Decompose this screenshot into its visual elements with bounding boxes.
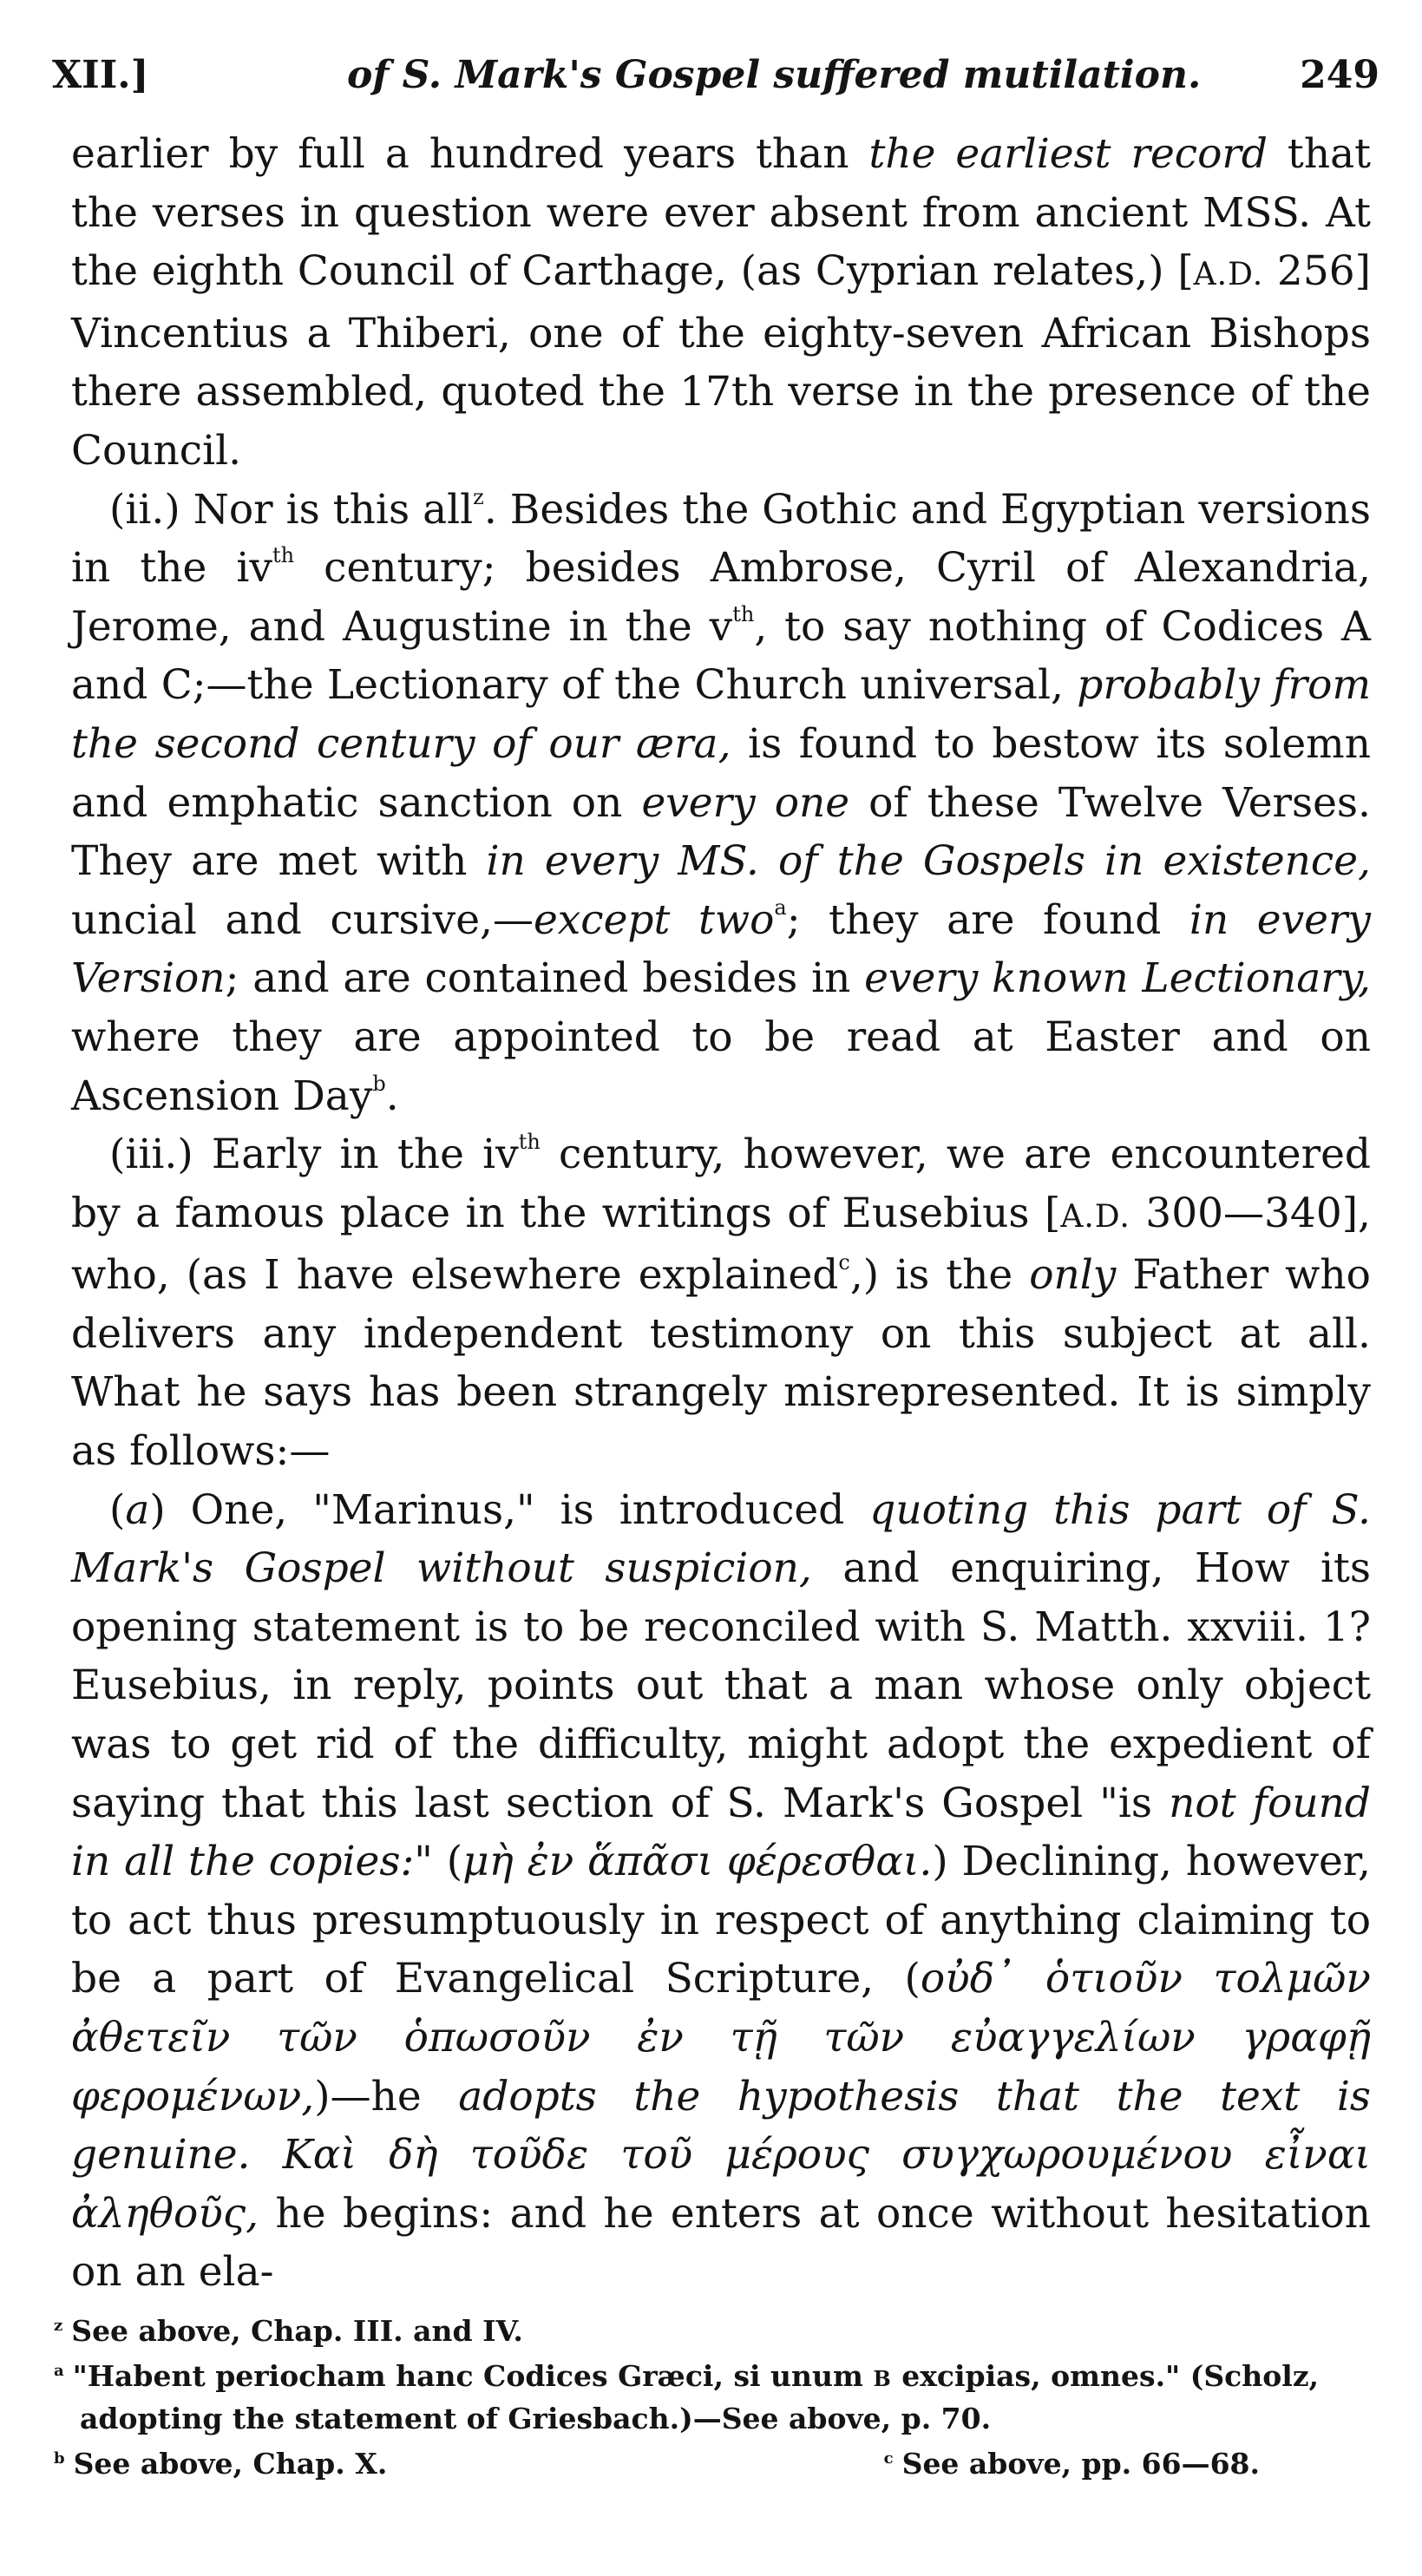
footnote-row bbox=[54, 2439, 1373, 2484]
paragraph-continuation: earlier by full a hundred years than the earliest record that the verses in question were ever absent from ancient MSS. At the eighth Council of Carthage, (as Cyprian relates,) [A.D. 256] Vincentius a Thiberi, one of the eighty-seven African Bishops there assembled, quoted the 17th verse in the presence of the Council. bbox=[71, 130, 1371, 475]
running-title: of S. Mark's Gospel suffered mutilation. bbox=[347, 53, 1202, 97]
footnote-ref-a[interactable]: a bbox=[774, 895, 787, 920]
paragraph-iii: (iii.) Early in the iv$^{th}$ century, however, we are encountered by a famous place in the writings of Eusebius [A.D. 300—340], who, (as I have elsewhere explained$^c$,) is the only Father who delivers any independent testimony on this subject at all. What he says has been strangely misrepresented. It is simply as follows:— bbox=[71, 1130, 1371, 1476]
footnote-c: $^c$ See above, pp. 66—68. bbox=[883, 2447, 1260, 2481]
footnote-ref-c[interactable]: c bbox=[838, 1250, 850, 1275]
paragraph-a: (a) One, "Marinus," is introduced quoting this part of S. Mark's Gospel without suspicion, and enquiring, How its opening statement is to be reconciled with S. Matth. xxviii. 1? Eusebius, in reply, points out that a man whose only object was to get rid of the difficulty, might adopt the expedient of saying that this last section of S. Mark's Gospel "is not found in all the copies:" (μὴ ἐν ἅπᾶσι φέρεσθαι.) Declining, however, to act thus presumptuously in respect of anything claiming to be a part of Evangelical Scripture, (οὐδ᾽ ὁτιοῦν τολμῶν ἀθετεῖν τῶν ὁπωσοῦν ἐν τῇ τῶν εὐαγγελίων γραφῇ φερομένων,)—he adopts the hypothesis that the text is genuine. Καὶ δὴ τοῦδε τοῦ μέρους συγχωρουμένου εἶναι ἀληθοῦς, he begins: and he enters at once without hesitation on an ela- bbox=[71, 1485, 1372, 2297]
body-text bbox=[71, 125, 1371, 2302]
chapter-number: XII.] bbox=[52, 53, 149, 97]
paragraph-ii: (ii.) Nor is this all$^z$. Besides the Gothic and Egyptian versions in the iv$^{th}$ century; besides Ambrose, Cyril of Alexandria, Jerome, and Augustine in the v$^{th}$, to say nothing of Codices A and C;—the Lectionary of the Church universal, probably from the second century of our æra, is found to bestow its solemn and emphatic sanction on every one of these Twelve Verses. They are met with in every MS. of the Gospels in existence, uncial and cursive,—except two$^a$; they are found in every Version; and are contained besides in every known Lectionary, where they are appointed to be read at Easter and on Ascension Day$^b$. bbox=[71, 484, 1372, 1120]
footnote-z: $^z$ See above, Chap. III. and IV. bbox=[54, 2314, 523, 2348]
footnotes bbox=[54, 2306, 1373, 2484]
page-number: 249 bbox=[1300, 53, 1379, 97]
footnote-ref-z[interactable]: z bbox=[473, 484, 484, 509]
greek-quote: οὐδ᾽ ὁτιοῦν τολμῶν ἀθετεῖν τῶν ὁπωσοῦν ἐν τῇ τῶν εὐαγγελίων γραφῇ φερομένων, bbox=[71, 1955, 1371, 2120]
footnote-ref-b[interactable]: b bbox=[372, 1071, 386, 1096]
greek-quote: μὴ ἐν ἅπᾶσι φέρεσθαι. bbox=[462, 1838, 933, 1886]
running-head bbox=[52, 45, 1379, 106]
footnote-b: $^b$ See above, Chap. X. bbox=[54, 2447, 388, 2481]
footnote-a: $^a$ "Habent periocham hanc Codices Græci, si unum B excipias, omnes." (Scholz, adopting the statement of Griesbach.)—See above, p. 70. bbox=[54, 2359, 1320, 2435]
